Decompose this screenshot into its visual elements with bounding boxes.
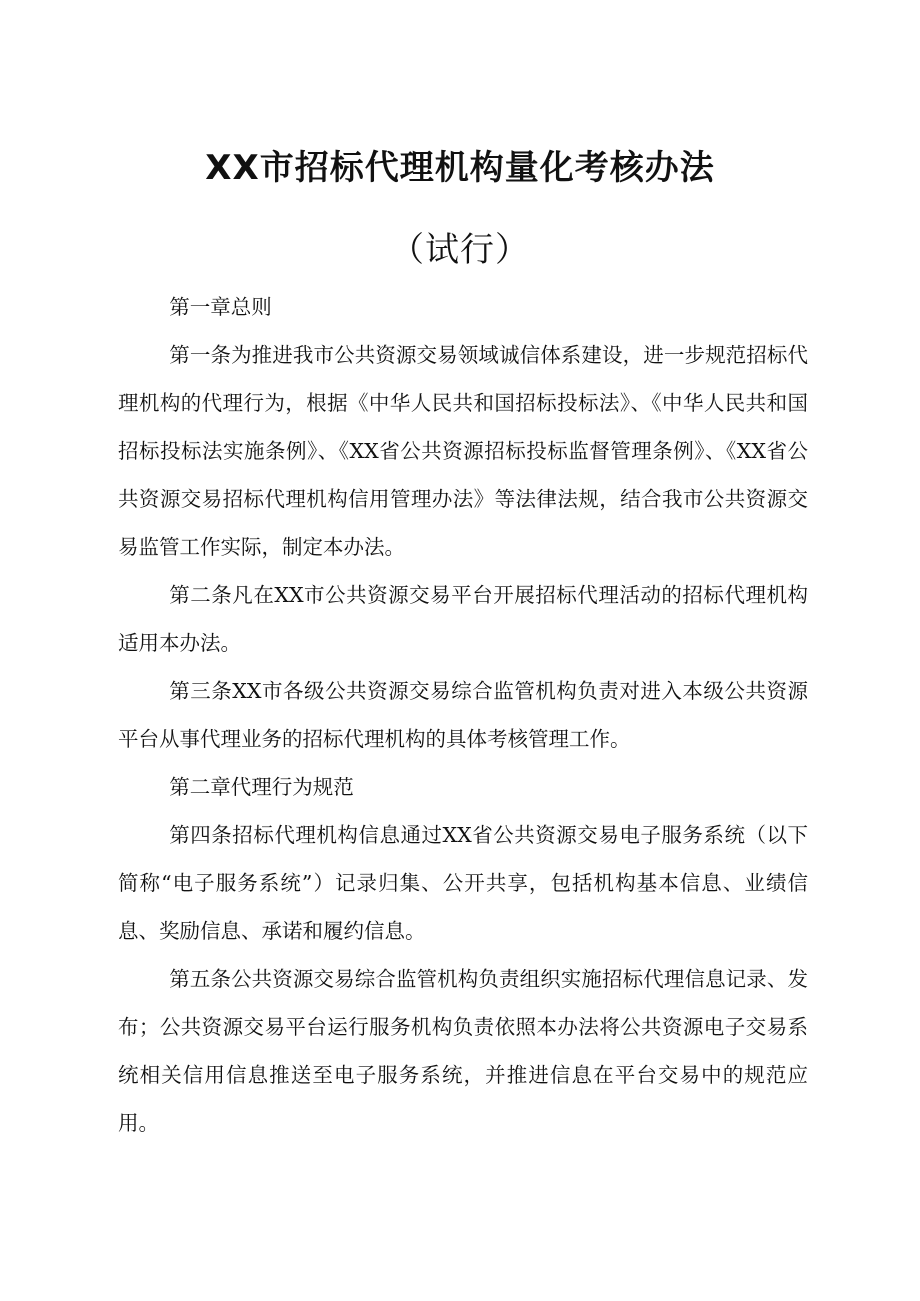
chapter-heading: 第一章总则 (169, 295, 272, 319)
article-paragraph: 第五条公共资源交易综合监管机构负责组织实施招标代理信息记录、发布；公共资源交易平台运行服务机构负责依照本办法将公共资源电子交易系统相关信用信息推送至电子服务系统，并推进信息在平台交易中的规范应用。 (118, 967, 808, 1135)
article-paragraph: 第三条XX市各级公共资源交易综合监管机构负责对进入本级公共资源平台从事代理业务的招标代理机构的具体考核管理工作。 (118, 679, 808, 751)
article-paragraph: 第四条招标代理机构信息通过XX省公共资源交易电子服务系统（以下简称“电子服务系统”）记录归集、公开共享，包括机构基本信息、业绩信息、奖励信息、承诺和履约信息。 (118, 823, 808, 943)
chapter-heading: 第二章代理行为规范 (169, 775, 354, 799)
document-title: XX市招标代理机构量化考核办法 (205, 148, 715, 188)
document-body (118, 283, 808, 1147)
article-paragraph: 第一条为推进我市公共资源交易领域诚信体系建设，进一步规范招标代理机构的代理行为，根据《中华人民共和国招标投标法》、《中华人民共和国招标投标法实施条例》、《XX省公共资源招标投标监督管理条例》、《XX省公共资源交易招标代理机构信用管理办法》等法律法规，结合我市公共资源交易监管工作实际，制定本办法。 (118, 343, 808, 559)
document-subtitle: （试行） (390, 230, 530, 270)
article-paragraph: 第二条凡在XX市公共资源交易平台开展招标代理活动的招标代理机构适用本办法。 (118, 583, 808, 655)
